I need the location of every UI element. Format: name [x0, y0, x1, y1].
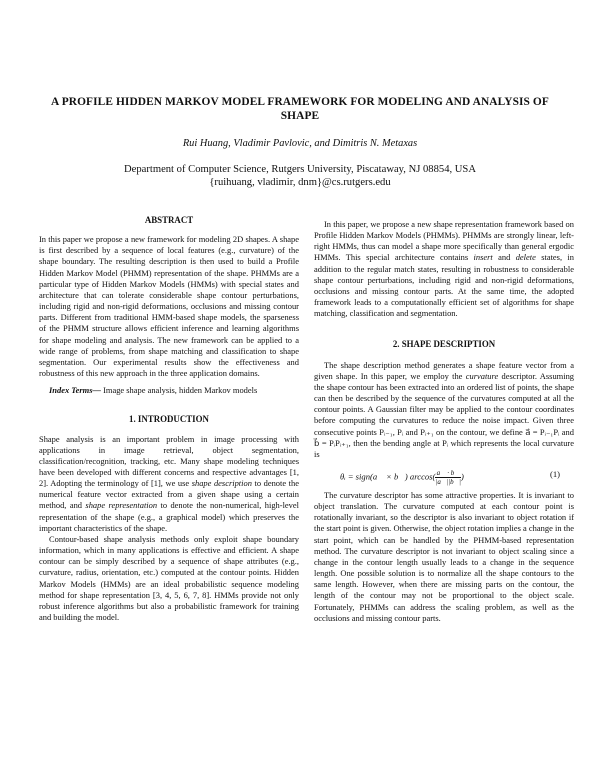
- introduction-heading: 1. INTRODUCTION: [129, 414, 209, 425]
- equation-number: (1): [549, 468, 560, 479]
- index-terms-label: Index Terms—: [49, 385, 101, 396]
- shape-description-paragraph-1: The shape description method generates a shape feature vector from a given shape. In this paper, we employ the curvature descriptor. Assuming the shape contour has been extracted into an ordered list of points, the shape can then be described by the sequence of the curvatures computed at all the contour points. A Gaussian filter may be applied to the contour coordinates before computing the curvatures to reduce the noise impact. Given three consecutive points Pᵢ₋₁, Pᵢ and Pᵢ₊₁ on the contour, we define a⃗ = Pᵢ₋₁Pᵢ and b⃗ = PᵢPᵢ₊₁, then the bending angle at Pᵢ which represents the local curvature is: [314, 359, 575, 459]
- equation-formula: θᵢ = sign(a⃗ × b⃗) arccos( $\frac{a⃗ \cdot b⃗}{|a⃗||b⃗|}$ ): [340, 468, 464, 486]
- equation-numerator: a⃗ · b⃗: [436, 468, 460, 477]
- author-list: Rui Huang, Vladimir Pavlovic, and Dimitris N. Metaxas: [182, 138, 418, 149]
- shape-description-paragraph-2: The curvature descriptor has some attractive properties. It is invariant to object translation. The curvature computed at each contour point is rotationally invariant, so the descriptor is also invariant to object rotation if the start point is given. Otherwise, the object rotation implies a change in the start point, which can be handled by the PHMM-based representation method. The curvature descriptor is not invariant to object scaling since a change in the contour length usually leads to a change in the sequence length. One possible solution is to normalize all the shape contours to the same length. However, when there are missing parts on the contour, the length of the contour may not be proportional to the object scale. Fortunately, PHMMs can address the scaling problem, as well as the occlusions and missing contour parts.: [314, 489, 574, 623]
- abstract-text: In this paper we propose a new framework for modeling 2D shapes. A shape is first described by a sequence of local features (e.g., curvature) of the shape boundary. The resulting description is then used to build a Profile Hidden Markov Model (PHMM) representation of the shape. PHMMs are a particular type of Hidden Markov Models (HMMs) with special states and architecture that can tolerate considerable shape contour perturbations, including rigid and non-rigid deformations, occlusions and missing contour parts. Different from traditional HMM-based shape models, the sparseness of the PHMM structure allows efficient inference and learning algorithms for shape modeling and analysis. The new framework can be applied to a wide range of problems, from shape matching and classification to shape segmentation. Our experimental results show the effectiveness and robustness of this new approach in the three application domains.: [39, 234, 299, 379]
- affiliation-emails: {ruihuang, vladimir, dnm}@cs.rutgers.edu: [209, 177, 391, 188]
- index-terms-text: Image shape analysis, hidden Markov models: [100, 385, 258, 396]
- index-terms: [39, 385, 299, 396]
- equation-denominator: |a⃗||b⃗|: [435, 477, 461, 486]
- equation-1: [314, 460, 574, 490]
- intro-paragraph-2: Contour-based shape analysis methods only exploit shape boundary information, which in many applications is effective and efficient. A shape contour can be simply described by a sequence of shape attributes (e.g., curvature, radius, orientation, etc.) computed at the contour points. Hidden Markov Models (HMMs) are an ideal probabilistic sequence modeling method for shape representation [3, 4, 5, 6, 7, 8]. HMMs provide not only robust inference algorithms but also a probabilistic framework for training and building the model.: [39, 533, 299, 622]
- paper-title: A PROFILE HIDDEN MARKOV MODEL FRAMEWORK FOR MODELING AND ANALYSIS OF SHAPE: [51, 96, 549, 122]
- affiliation: [40, 163, 560, 189]
- shape-description-heading: 2. SHAPE DESCRIPTION: [392, 339, 496, 350]
- intro-paragraph-1: Shape analysis is an important problem in image processing with applications in image retrieval, object segmentation, classification/recognition, tracking, etc. Many shape modeling techniques have been developed with different concerns and respective advantages [1, 2]. Adopting the terminology of [1], we use shape description to denote the numerical feature vector extracted from a given shape using a certain method, and shape representation to denote the non-numerical, high-level representation of the shape (e.g., a graphical model) which preserves the important characteristics of the shape.: [39, 433, 299, 533]
- intro-paragraph-3: In this paper, we propose a new shape representation framework based on Profile Hidden Markov Models (PHMMs). PHMMs are strongly linear, left-right HMMs, thus can model a shape more specifically than general ergodic HMMs. This special architecture contains insert and delete states, in addition to the regular match states, resulting in robustness to considerable shape contour perturbations, including rigid and non-rigid deformations, occlusions and missing contour parts. At the same time, the adopted framework leads to a computationally efficient set of algorithms for shape matching, classification and segmentation.: [314, 219, 574, 319]
- right-column: [314, 219, 574, 624]
- abstract-heading: ABSTRACT: [144, 215, 194, 225]
- affiliation-department: Department of Computer Science, Rutgers University, Piscataway, NJ 08854, USA: [124, 164, 476, 175]
- left-column: [39, 215, 299, 623]
